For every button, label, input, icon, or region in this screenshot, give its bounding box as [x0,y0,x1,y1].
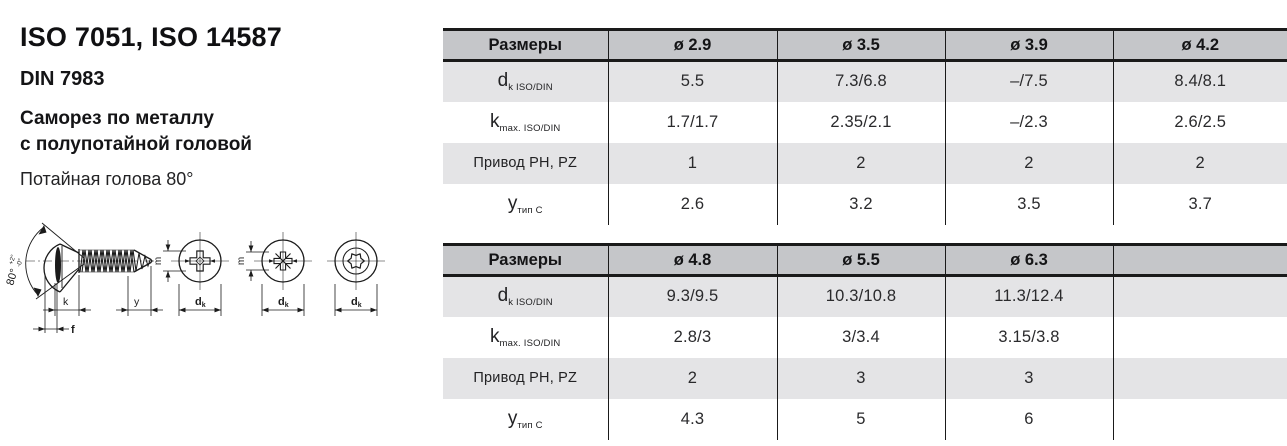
diameter-header-cell: ø 5.5 [777,245,945,276]
dim-m-label: m [153,256,164,266]
svg-text:dk: dk [351,296,362,309]
diameter-header-cell: ø 3.5 [777,30,945,61]
value-cell: –/7.5 [945,61,1113,102]
table-row [443,276,1287,317]
diameter-header-cell [1113,245,1287,276]
diameter-header-cell: ø 4.2 [1113,30,1287,61]
table-row [443,399,1287,440]
value-cell [1113,317,1287,358]
page-title: ISO 7051, ISO 14587 [20,22,282,52]
value-cell: 2 [777,143,945,184]
value-cell: 3/3.4 [777,317,945,358]
dim-dk-label: d [195,296,202,308]
spec-table-1 [443,28,1287,225]
dim-f-label: f [71,324,75,336]
value-cell: 2.35/2.1 [777,102,945,143]
value-cell: 2 [945,143,1113,184]
value-cell: 9.3/9.5 [608,276,777,317]
row-label-cell: $d_{k ISO/DIN}$ [497,285,553,309]
value-cell: 11.3/12.4 [945,276,1113,317]
angle-value-label: 80° [4,267,21,287]
row-label-cell: $y_{тип C}$ [507,192,543,216]
angle-tolerance-minus: -0° [15,257,25,268]
diameter-header-cell: ø 6.3 [945,245,1113,276]
value-cell: 2 [1113,143,1287,184]
value-cell: 3.15/3.8 [945,317,1113,358]
dim-y-label: y [134,296,140,308]
table-row [443,317,1287,358]
row-label-cell: Привод PH, PZ [473,155,578,171]
value-cell: 2 [608,358,777,399]
value-cell: 5 [777,399,945,440]
row-label-cell: $k_{max. ISO/DIN}$ [490,110,561,134]
row-label-cell: Привод PH, PZ [473,370,578,386]
value-cell: –/2.3 [945,102,1113,143]
table-header-row [443,245,1287,276]
diameter-header-cell: ø 2.9 [608,30,777,61]
table-row [443,184,1287,225]
row-label-cell: $d_{k ISO/DIN}$ [497,70,553,94]
dim-dk-label: d [351,296,358,308]
value-cell: 5.5 [608,61,777,102]
row-label-cell: $y_{тип C}$ [507,407,543,431]
dim-dk-label: d [278,296,285,308]
diameter-header-cell: ø 4.8 [608,245,777,276]
value-cell: 2.6/2.5 [1113,102,1287,143]
value-cell: 3.7 [1113,184,1287,225]
diameter-header-cell: ø 3.9 [945,30,1113,61]
value-cell: 3 [777,358,945,399]
row-label-cell: $k_{max. ISO/DIN}$ [490,325,561,349]
value-cell: 1.7/1.7 [608,102,777,143]
value-cell: 10.3/10.8 [777,276,945,317]
value-cell: 4.3 [608,399,777,440]
value-cell [1113,276,1287,317]
table-row [443,358,1287,399]
header-label-cell: Размеры [443,30,608,61]
value-cell: 1 [608,143,777,184]
dim-m-label: m [236,256,247,266]
table-row [443,102,1287,143]
description-line-1: Саморез по металлу [20,108,214,129]
spec-table-2 [443,243,1287,440]
value-cell: 3.2 [777,184,945,225]
value-cell: 8.4/8.1 [1113,61,1287,102]
value-cell: 3 [945,358,1113,399]
value-cell: 7.3/6.8 [777,61,945,102]
value-cell: 2.6 [608,184,777,225]
table-header-row [443,30,1287,61]
table-row [443,61,1287,102]
head-type-note: Потайная голова 80° [20,169,194,189]
dim-k-label: k [63,296,69,308]
value-cell: 3.5 [945,184,1113,225]
table-row [443,143,1287,184]
svg-text:dk: dk [278,296,289,309]
value-cell: 6 [945,399,1113,440]
svg-text:dk: dk [195,296,206,309]
angle-tolerance-plus: +2° [7,253,18,266]
value-cell [1113,399,1287,440]
din-subtitle: DIN 7983 [20,68,105,90]
description-line-2: с полупотайной головой [20,134,252,155]
value-cell [1113,358,1287,399]
header-label-cell: Размеры [443,245,608,276]
value-cell: 2.8/3 [608,317,777,358]
